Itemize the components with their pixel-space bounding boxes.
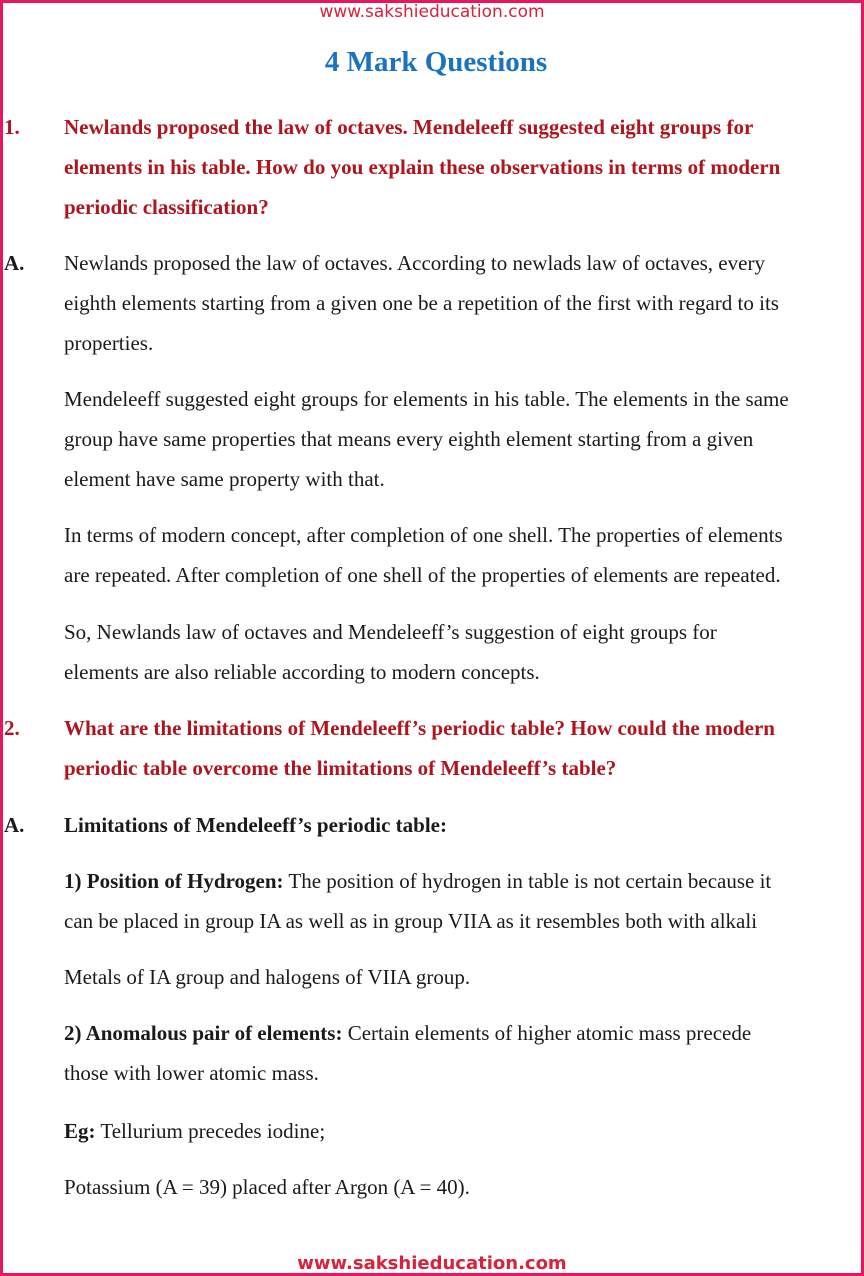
question-2-line: periodic table overcome the limitations of Mendeleeff’s table? xyxy=(64,756,617,780)
question-2-line: What are the limitations of Mendeleeff’s periodic table? How could the modern xyxy=(64,716,775,740)
limitation-1-text: The position of hydrogen in table is not certain because it xyxy=(283,869,772,893)
limitation-2-line: those with lower atomic mass. xyxy=(64,1061,319,1085)
limitation-1-line xyxy=(64,867,862,895)
answer-1-label: A. xyxy=(4,251,25,275)
example-label: Eg: xyxy=(64,1119,96,1143)
question-1-line: periodic classification? xyxy=(64,195,269,219)
header-url: www.sakshieducation.com xyxy=(319,2,545,22)
example-line xyxy=(64,1117,862,1145)
answer-1-paragraph-2-line: Mendeleeff suggested eight groups for elements in his table. The elements in the same xyxy=(64,387,789,411)
footer-url: www.sakshieducation.com xyxy=(297,1253,567,1274)
limitation-2-text: Certain elements of higher atomic mass precede xyxy=(342,1021,752,1045)
question-1-line: elements in his table. How do you explain these observations in terms of modern xyxy=(64,155,781,179)
answer-1-paragraph-2-line: element have same property with that. xyxy=(64,467,385,491)
answer-1-paragraph-1-line: properties. xyxy=(64,331,154,355)
limitation-1-line: can be placed in group IA as well as in group VIIA as it resembles both with alkali xyxy=(64,909,758,933)
limitation-1-title: 1) Position of Hydrogen: xyxy=(64,869,284,893)
answer-1-paragraph-3-line: are repeated. After completion of one shell of the properties of elements are repeated. xyxy=(64,563,781,587)
question-2-number: 2. xyxy=(4,716,20,740)
answer-1-paragraph-1-line: eighth elements starting from a given one be a repetition of the first with regard to its xyxy=(64,291,779,315)
answer-1-paragraph-4-line: So, Newlands law of octaves and Mendeleeff’s suggestion of eight groups for xyxy=(64,620,717,644)
answer-1-paragraph-4-line: elements are also reliable according to modern concepts. xyxy=(64,660,540,684)
question-1-number: 1. xyxy=(4,115,20,139)
limitation-2-line xyxy=(64,1019,862,1047)
answer-1-paragraph-1-line: Newlands proposed the law of octaves. According to newlads law of octaves, every xyxy=(64,251,765,275)
limitation-2-title: 2) Anomalous pair of elements: xyxy=(64,1021,343,1045)
answer-2-label: A. xyxy=(4,813,25,837)
potassium-example: Potassium (A = 39) placed after Argon (A = 40). xyxy=(64,1175,470,1199)
limitations-heading: Limitations of Mendeleeff’s periodic table: xyxy=(64,813,447,837)
answer-1-paragraph-2-line: group have same properties that means every eighth element starting from a given xyxy=(64,427,754,451)
page-title: 4 Mark Questions xyxy=(324,46,548,78)
question-1-line: Newlands proposed the law of octaves. Mendeleeff suggested eight groups for xyxy=(64,115,754,139)
answer-1-paragraph-3-line: In terms of modern concept, after completion of one shell. The properties of elements xyxy=(64,523,783,547)
example-text: Tellurium precedes iodine; xyxy=(95,1119,326,1143)
limitation-1-line: Metals of IA group and halogens of VIIA group. xyxy=(64,965,471,989)
